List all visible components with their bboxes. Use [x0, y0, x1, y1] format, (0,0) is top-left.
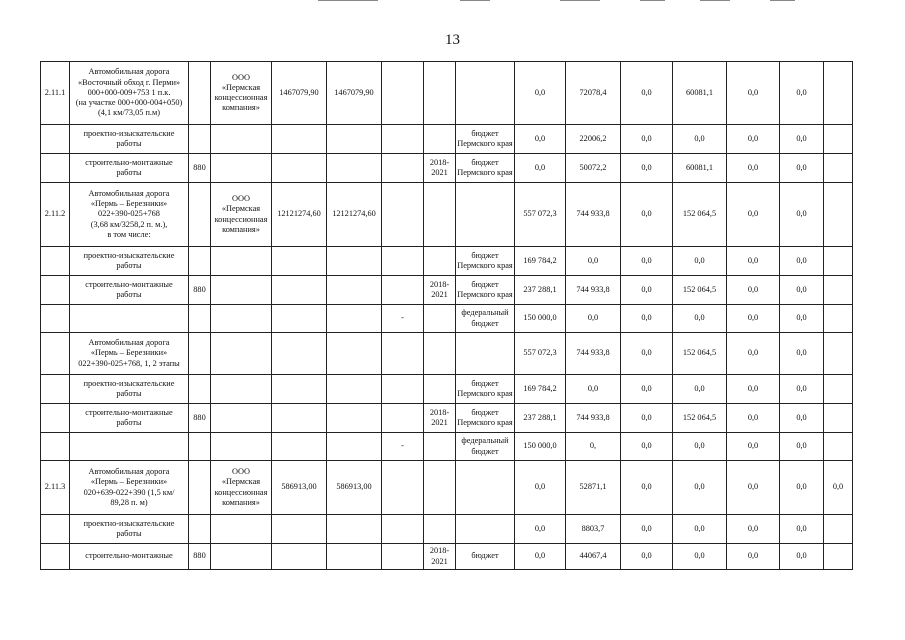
cell-value-2021: 0,0: [673, 125, 727, 154]
cell-value-2020: 0,0: [621, 404, 673, 433]
cell-cost-remaining: [327, 375, 382, 404]
cell-object: строительно-монтажные работы: [70, 154, 189, 183]
cell-operator: ООО «Пермская концессионная компания»: [211, 183, 272, 247]
cell-cost-total: 1467079,90: [272, 62, 327, 125]
cell-value-2022: 0,0: [727, 333, 780, 375]
cell-object: [70, 433, 189, 461]
cell-mark: [382, 375, 424, 404]
cell-value-2020: 0,0: [621, 276, 673, 305]
cell-value-2021: 0,0: [673, 247, 727, 276]
cell-object: проектно-изыскательские работы: [70, 125, 189, 154]
cell-value-2024: 0,0: [824, 461, 853, 515]
cell-value-2019: 72078,4: [566, 62, 621, 125]
cell-value-2024: [824, 375, 853, 404]
cell-value-2020: 0,0: [621, 333, 673, 375]
cell-source: бюджет Пермского края: [456, 247, 515, 276]
cell-value-2023: 0,0: [780, 276, 824, 305]
table-row: [41, 125, 853, 154]
cell-value-2024: [824, 183, 853, 247]
cell-cost-total: [272, 154, 327, 183]
cell-mark: [382, 544, 424, 570]
cell-operator: [211, 404, 272, 433]
cell-period: [424, 515, 456, 544]
top-edge-line: [560, 0, 600, 1]
cell-number: [41, 544, 70, 570]
cell-value-2022: 0,0: [727, 404, 780, 433]
cell-cost-remaining: 12121274,60: [327, 183, 382, 247]
cell-period: [424, 62, 456, 125]
cell-mark: [382, 247, 424, 276]
cell-value-2018: 237 288,1: [515, 276, 566, 305]
cell-operator: [211, 125, 272, 154]
cell-value-2019: 44067,4: [566, 544, 621, 570]
cell-value-2018: 150 000,0: [515, 433, 566, 461]
cell-cost-remaining: 1467079,90: [327, 62, 382, 125]
cell-period: 2018-2021: [424, 276, 456, 305]
cell-cost-total: [272, 247, 327, 276]
cell-period: [424, 375, 456, 404]
cell-value-2022: 0,0: [727, 276, 780, 305]
cell-number: [41, 404, 70, 433]
cell-value-2022: 0,0: [727, 433, 780, 461]
table-row: [41, 404, 853, 433]
cell-value-2020: 0,0: [621, 544, 673, 570]
cell-operator: [211, 333, 272, 375]
cell-value-2024: [824, 515, 853, 544]
cell-period: [424, 247, 456, 276]
cell-mark: [382, 62, 424, 125]
cell-cost-remaining: [327, 333, 382, 375]
table-row: [41, 544, 853, 570]
cell-value-2022: 0,0: [727, 375, 780, 404]
cell-code: 880: [189, 544, 211, 570]
cell-period: [424, 333, 456, 375]
cell-value-2020: 0,0: [621, 433, 673, 461]
cell-period: [424, 433, 456, 461]
cell-value-2023: 0,0: [780, 515, 824, 544]
cell-cost-total: 12121274,60: [272, 183, 327, 247]
cell-value-2021: 152 064,5: [673, 276, 727, 305]
cell-value-2021: 0,0: [673, 375, 727, 404]
cell-source: бюджет Пермского края: [456, 276, 515, 305]
cell-value-2021: 60081,1: [673, 154, 727, 183]
cell-operator: [211, 247, 272, 276]
cell-source: бюджет Пермского края: [456, 404, 515, 433]
cell-code: 880: [189, 154, 211, 183]
cell-value-2024: [824, 62, 853, 125]
cell-value-2022: 0,0: [727, 247, 780, 276]
cell-operator: ООО «Пермская концессионная компания»: [211, 62, 272, 125]
cell-value-2019: 744 933,8: [566, 404, 621, 433]
cell-cost-remaining: [327, 404, 382, 433]
cell-cost-remaining: 586913,00: [327, 461, 382, 515]
cell-value-2023: 0,0: [780, 461, 824, 515]
table-row: [41, 375, 853, 404]
cell-value-2018: 150 000,0: [515, 305, 566, 333]
cell-number: [41, 375, 70, 404]
cell-code: 880: [189, 404, 211, 433]
cell-period: [424, 125, 456, 154]
cell-value-2020: 0,0: [621, 154, 673, 183]
table-row: [41, 515, 853, 544]
cell-number: [41, 276, 70, 305]
cell-value-2023: 0,0: [780, 154, 824, 183]
cell-value-2018: 0,0: [515, 544, 566, 570]
cell-number: [41, 333, 70, 375]
cell-value-2024: [824, 333, 853, 375]
cell-number: [41, 305, 70, 333]
cell-value-2023: 0,0: [780, 305, 824, 333]
cell-source: бюджет Пермского края: [456, 125, 515, 154]
cell-value-2020: 0,0: [621, 247, 673, 276]
cell-value-2019: 744 933,8: [566, 333, 621, 375]
cell-value-2018: 237 288,1: [515, 404, 566, 433]
cell-number: [41, 247, 70, 276]
cell-object: Автомобильная дорога «Восточный обход г. Перми» 000+000-009+753 1 п.к. (на участке 000+000-004+050) (4,1 км/73,05 п.м): [70, 62, 189, 125]
cell-value-2018: 0,0: [515, 154, 566, 183]
cell-source: [456, 62, 515, 125]
cell-value-2018: 557 072,3: [515, 183, 566, 247]
cell-value-2024: [824, 404, 853, 433]
cell-cost-total: [272, 305, 327, 333]
cell-value-2023: 0,0: [780, 333, 824, 375]
cell-code: [189, 333, 211, 375]
cell-number: 2.11.1: [41, 62, 70, 125]
cell-operator: ООО «Пермская концессионная компания»: [211, 461, 272, 515]
table-row: [41, 62, 853, 125]
cell-cost-remaining: [327, 544, 382, 570]
cell-value-2020: 0,0: [621, 125, 673, 154]
cell-value-2024: [824, 276, 853, 305]
table-row: [41, 333, 853, 375]
cell-cost-remaining: [327, 433, 382, 461]
cell-period: [424, 461, 456, 515]
cell-mark: [382, 154, 424, 183]
cell-value-2020: 0,0: [621, 305, 673, 333]
cell-code: [189, 375, 211, 404]
cell-cost-remaining: [327, 276, 382, 305]
cell-mark: [382, 276, 424, 305]
cell-value-2022: 0,0: [727, 154, 780, 183]
cell-source: бюджет Пермского края: [456, 154, 515, 183]
cell-source: федеральный бюджет: [456, 305, 515, 333]
cell-operator: [211, 276, 272, 305]
cell-object: строительно-монтажные: [70, 544, 189, 570]
cell-value-2021: 0,0: [673, 305, 727, 333]
cell-mark: [382, 125, 424, 154]
cell-mark: [382, 461, 424, 515]
cell-object: [70, 305, 189, 333]
cell-object: проектно-изыскательские работы: [70, 515, 189, 544]
cell-value-2022: 0,0: [727, 62, 780, 125]
cell-mark: [382, 515, 424, 544]
cell-mark: [382, 333, 424, 375]
cell-value-2018: 557 072,3: [515, 333, 566, 375]
cell-cost-total: [272, 433, 327, 461]
cell-cost-remaining: [327, 515, 382, 544]
table-row: [41, 305, 853, 333]
cell-value-2020: 0,0: [621, 461, 673, 515]
cell-mark: [382, 404, 424, 433]
cell-cost-total: [272, 125, 327, 154]
cell-cost-remaining: [327, 125, 382, 154]
cell-value-2024: [824, 305, 853, 333]
cell-value-2020: 0,0: [621, 515, 673, 544]
cell-value-2018: 0,0: [515, 461, 566, 515]
cell-value-2020: 0,0: [621, 375, 673, 404]
cell-object: строительно-монтажные работы: [70, 404, 189, 433]
page-number: 13: [445, 32, 460, 48]
cell-operator: [211, 433, 272, 461]
cell-object: Автомобильная дорога «Пермь – Березники» 022+390-025+768 (3,68 км/3258,2 п. м.), в том числе:: [70, 183, 189, 247]
cell-cost-remaining: [327, 154, 382, 183]
top-edge-line: [318, 0, 378, 1]
cell-object: проектно-изыскательские работы: [70, 375, 189, 404]
cell-cost-remaining: [327, 305, 382, 333]
cell-value-2024: [824, 125, 853, 154]
cell-value-2023: 0,0: [780, 404, 824, 433]
cell-value-2024: [824, 154, 853, 183]
cell-value-2018: 169 784,2: [515, 247, 566, 276]
cell-value-2019: 744 933,8: [566, 276, 621, 305]
table-row: [41, 276, 853, 305]
cell-operator: [211, 375, 272, 404]
cell-value-2018: 169 784,2: [515, 375, 566, 404]
cell-code: [189, 62, 211, 125]
cell-source: [456, 515, 515, 544]
cell-number: 2.11.3: [41, 461, 70, 515]
cell-value-2021: 152 064,5: [673, 183, 727, 247]
budget-table: [40, 61, 853, 570]
cell-value-2022: 0,0: [727, 515, 780, 544]
cell-number: [41, 515, 70, 544]
cell-code: [189, 433, 211, 461]
table-row: [41, 154, 853, 183]
cell-value-2019: 744 933,8: [566, 183, 621, 247]
cell-source: федеральный бюджет: [456, 433, 515, 461]
cell-code: [189, 461, 211, 515]
cell-value-2018: 0,0: [515, 515, 566, 544]
cell-source: [456, 183, 515, 247]
cell-value-2021: 152 064,5: [673, 404, 727, 433]
cell-value-2024: [824, 247, 853, 276]
cell-object: Автомобильная дорога «Пермь – Березники» 022+390-025+768, 1, 2 этапы: [70, 333, 189, 375]
cell-value-2019: 52871,1: [566, 461, 621, 515]
cell-value-2024: [824, 433, 853, 461]
cell-value-2021: 0,0: [673, 515, 727, 544]
cell-cost-total: [272, 404, 327, 433]
cell-number: [41, 433, 70, 461]
cell-value-2021: 0,0: [673, 544, 727, 570]
cell-number: [41, 154, 70, 183]
top-edge-line: [460, 0, 490, 1]
cell-source: бюджет Пермского края: [456, 375, 515, 404]
cell-value-2023: 0,0: [780, 183, 824, 247]
table-row: [41, 461, 853, 515]
cell-value-2019: 0,0: [566, 247, 621, 276]
cell-period: 2018-2021: [424, 154, 456, 183]
cell-code: [189, 183, 211, 247]
cell-value-2021: 60081,1: [673, 62, 727, 125]
cell-period: [424, 305, 456, 333]
cell-code: [189, 247, 211, 276]
cell-value-2022: 0,0: [727, 183, 780, 247]
cell-code: [189, 125, 211, 154]
cell-mark: -: [382, 305, 424, 333]
cell-object: Автомобильная дорога «Пермь – Березники» 020+639-022+390 (1,5 км/ 89,28 п. м): [70, 461, 189, 515]
cell-code: [189, 305, 211, 333]
cell-value-2023: 0,0: [780, 62, 824, 125]
cell-value-2024: [824, 544, 853, 570]
cell-code: [189, 515, 211, 544]
cell-cost-total: [272, 375, 327, 404]
cell-period: 2018-2021: [424, 544, 456, 570]
cell-cost-total: [272, 544, 327, 570]
cell-value-2023: 0,0: [780, 125, 824, 154]
cell-source: [456, 333, 515, 375]
cell-value-2022: 0,0: [727, 544, 780, 570]
cell-value-2023: 0,0: [780, 375, 824, 404]
top-edge-line: [640, 0, 665, 1]
cell-value-2020: 0,0: [621, 183, 673, 247]
cell-period: 2018-2021: [424, 404, 456, 433]
cell-value-2019: 0,0: [566, 375, 621, 404]
cell-value-2022: 0,0: [727, 305, 780, 333]
cell-cost-total: [272, 333, 327, 375]
cell-value-2020: 0,0: [621, 62, 673, 125]
cell-value-2021: 152 064,5: [673, 333, 727, 375]
cell-number: 2.11.2: [41, 183, 70, 247]
cell-mark: -: [382, 433, 424, 461]
cell-value-2018: 0,0: [515, 125, 566, 154]
top-edge-line: [700, 0, 730, 1]
cell-value-2023: 0,0: [780, 544, 824, 570]
cell-source: бюджет: [456, 544, 515, 570]
cell-cost-total: 586913,00: [272, 461, 327, 515]
cell-value-2021: 0,0: [673, 433, 727, 461]
cell-cost-total: [272, 515, 327, 544]
cell-value-2021: 0,0: [673, 461, 727, 515]
cell-value-2019: 0,: [566, 433, 621, 461]
top-edge-line: [770, 0, 795, 1]
cell-value-2022: 0,0: [727, 125, 780, 154]
cell-value-2019: 0,0: [566, 305, 621, 333]
cell-number: [41, 125, 70, 154]
cell-object: проектно-изыскательские работы: [70, 247, 189, 276]
cell-period: [424, 183, 456, 247]
cell-value-2019: 8803,7: [566, 515, 621, 544]
cell-cost-remaining: [327, 247, 382, 276]
table-row: [41, 433, 853, 461]
cell-operator: [211, 515, 272, 544]
table-row: [41, 247, 853, 276]
cell-operator: [211, 305, 272, 333]
cell-mark: [382, 183, 424, 247]
table-row: [41, 183, 853, 247]
cell-value-2023: 0,0: [780, 433, 824, 461]
cell-value-2022: 0,0: [727, 461, 780, 515]
cell-source: [456, 461, 515, 515]
cell-operator: [211, 154, 272, 183]
cell-value-2019: 50072,2: [566, 154, 621, 183]
cell-value-2023: 0,0: [780, 247, 824, 276]
cell-operator: [211, 544, 272, 570]
cell-object: строительно-монтажные работы: [70, 276, 189, 305]
cell-value-2018: 0,0: [515, 62, 566, 125]
cell-value-2019: 22006,2: [566, 125, 621, 154]
cell-code: 880: [189, 276, 211, 305]
cell-cost-total: [272, 276, 327, 305]
